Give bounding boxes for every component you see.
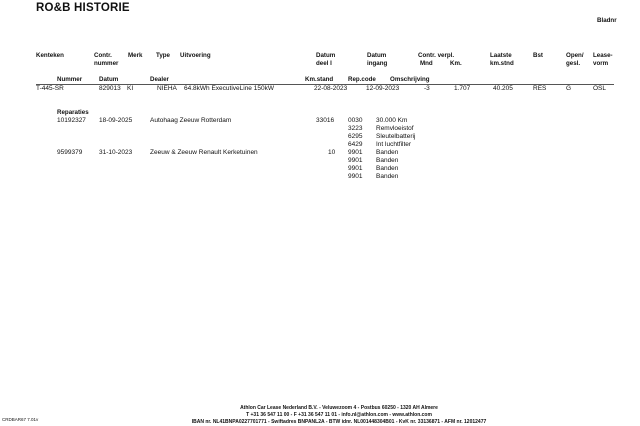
repair-km-stand: 33016: [316, 117, 335, 124]
vehicle-km: 1.707: [454, 85, 471, 92]
col-merk: Merk: [128, 52, 143, 59]
repairs-heading: Reparaties: [57, 109, 89, 116]
subcol-km-stand: Km.stand: [305, 76, 334, 83]
col-km-stnd: km.stnd: [490, 60, 514, 67]
vehicle-type: NIEHA: [157, 85, 177, 92]
col-lease: Lease-: [593, 52, 613, 59]
col-deel1: deel I: [316, 60, 332, 67]
footer-address: Athlon Car Lease Nederland B.V. - Veluwezoom 4 - Postbus 60250 - 1320 AH Almere: [240, 405, 438, 411]
footer-registration: IBAN nr. NL41BNPA0227701771 - Swiftadres BNPANL2A - BTW idnr. NL001448304B01 - KvK nr. 33136871 - AFM nr. 12012477: [191, 419, 487, 425]
col-vorm: vorm: [593, 60, 609, 67]
repair-dealer: Zeeuw & Zeeuw Renault Kerketuinen: [150, 149, 258, 156]
repair-code: 6429: [348, 141, 363, 148]
col-datum-deel1: Datum: [316, 52, 336, 59]
subcol-datum: Datum: [99, 76, 119, 83]
repair-dealer: Autohaag Zeeuw Rotterdam: [150, 117, 232, 124]
repair-code: 9901: [348, 149, 363, 156]
repair-datum: 31-10-2023: [99, 149, 133, 156]
col-bst: Bst: [533, 52, 543, 59]
col-contract: Contr.: [94, 52, 112, 59]
repair-desc: Sleutelbatterij: [376, 133, 416, 140]
footer-contact: T +31 36 547 11 00 - F +31 36 547 11 01 - info.nl@athlon.com - www.athlon.com: [246, 412, 432, 418]
vehicle-laatste-km: 40.205: [493, 85, 513, 92]
vehicle-datum-ingang: 12-09-2023: [366, 85, 400, 92]
vehicle-bst: RES: [533, 85, 547, 92]
repair-desc: 30.000 Km: [376, 117, 408, 124]
col-datum-ingang: Datum: [367, 52, 387, 59]
col-mnd: Mnd: [420, 60, 433, 67]
col-kenteken: Kenteken: [36, 52, 64, 59]
col-contract-nummer: nummer: [94, 60, 119, 67]
col-gesl: gesl.: [566, 60, 581, 67]
subcol-nummer: Nummer: [57, 76, 83, 83]
col-type: Type: [156, 52, 170, 59]
vehicle-uitvoering: 64.8kWh ExecutiveLine 150kW: [184, 85, 274, 92]
repair-desc: Banden: [376, 157, 399, 164]
repair-desc: Remvloeistof: [376, 125, 414, 132]
vehicle-kenteken: T-445-SR: [36, 85, 64, 92]
repair-desc: Banden: [376, 165, 399, 172]
subcol-rep-code: Rep.code: [348, 76, 376, 83]
repair-nummer: 10192327: [57, 117, 86, 124]
col-contr-verpl: Contr. verpl.: [418, 52, 455, 59]
repair-desc: Banden: [376, 149, 399, 156]
repair-datum: 18-09-2025: [99, 117, 133, 124]
repair-code: 6295: [348, 133, 363, 140]
col-ingang: ingang: [367, 60, 388, 67]
repair-nummer: 9599379: [57, 149, 83, 156]
repair-km-stand: 10: [328, 149, 336, 156]
repair-code: 3223: [348, 125, 363, 132]
col-open: Open/: [566, 52, 584, 59]
vehicle-contract: 829013: [99, 85, 121, 92]
subcol-omschrijving: Omschrijving: [390, 76, 430, 83]
col-laatste: Laatste: [490, 52, 512, 59]
vehicle-lease-vorm: OSL: [593, 85, 607, 92]
repair-desc: Banden: [376, 173, 399, 180]
col-km: Km.: [450, 60, 462, 67]
page-number-label: Bladnr: [597, 17, 617, 24]
repair-code: 0030: [348, 117, 363, 124]
vehicle-merk: KI: [127, 85, 134, 92]
report-title: RO&B HISTORIE: [36, 2, 130, 14]
subcol-dealer: Dealer: [150, 76, 169, 83]
col-uitvoering: Uitvoering: [180, 52, 211, 59]
repair-code: 9901: [348, 173, 363, 180]
vehicle-open-gesl: G: [566, 85, 572, 92]
repair-code: 9901: [348, 165, 363, 172]
vehicle-mnd: -3: [424, 85, 430, 92]
form-code: CRDBAR67 7.01v: [2, 417, 39, 422]
repair-desc: Int luchtfilter: [376, 141, 412, 148]
repair-code: 9901: [348, 157, 363, 164]
vehicle-datum-deel1: 22-08-2023: [314, 85, 348, 92]
